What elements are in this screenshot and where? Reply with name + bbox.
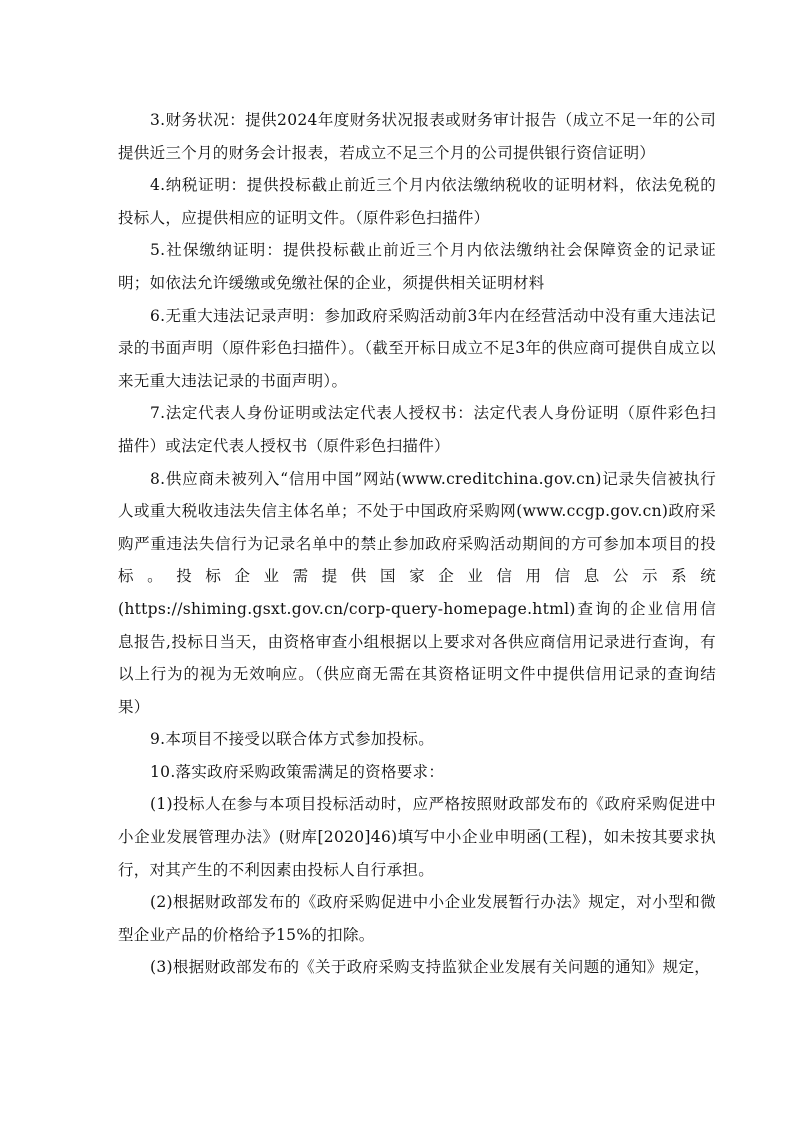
paragraph-price-deduction: (2)根据财政部发布的《政府采购促进中小企业发展暂行办法》规定，对小型和微型企业产品的价格给予15%的扣除。 [118, 893, 716, 944]
paragraph-sme-declaration: (1)投标人在参与本项目投标活动时，应严格按照财政部发布的《政府采购促进中小企业发展管理办法》(财库[2020]46)填写中小企业申明函(工程)，如未按其要求执行，对其产生的不利因素由投标人自行承担。 [118, 795, 716, 879]
paragraph-no-violation-statement: 6.无重大违法记录声明：参加政府采购活动前3年内在经营活动中没有重大违法记录的书面声明（原件彩色扫描件）。（截至开标日成立不足3年的供应商可提供自成立以来无重大违法记录的书面声明）。 [118, 306, 716, 390]
paragraph-policy-requirements: 10.落实政府采购政策需满足的资格要求： [150, 762, 445, 781]
paragraph-tax-certificate: 4.纳税证明：提供投标截止前近三个月内依法缴纳税收的证明材料，依法免税的投标人，应提供相应的证明文件。（原件彩色扫描件） [118, 176, 716, 227]
paragraph-social-security: 5.社保缴纳证明：提供投标截止前近三个月内依法缴纳社会保障资金的记录证明；如依法允许缓缴或免缴社保的企业，须提供相关证明材料 [118, 241, 716, 292]
paragraph-prison-enterprise: (3)根据财政部发布的《关于政府采购支持监狱企业发展有关问题的通知》规定， [150, 958, 711, 977]
paragraph-credit-record: 8.供应商未被列入“信用中国”网站(www.creditchina.gov.cn)记录失信被执行人或重大税收违法失信主体名单；不处于中国政府采购网(www.ccgp.gov.cn)政府采购严重违法失信行为记录名单中的禁止参加政府采购活动期间的方可参加本项目的投标。投标企业需提供国家企业信用信息公示系统(https://shiming.gsxt.gov.cn/corp-query-homepage.html)查询的企业信用信息报告,投标日当天，由资格审查小组根据以上要求对各供应商信用记录进行查询，有以上行为的视为无效响应。（供应商无需在其资格证明文件中提供信用记录的查询结果） [118, 469, 716, 716]
paragraph-financial-status: 3.财务状况：提供2024年度财务状况报表或财务审计报告（成立不足一年的公司提供近三个月的财务会计报表，若成立不足三个月的公司提供银行资信证明） [118, 111, 716, 162]
paragraph-no-consortium: 9.本项目不接受以联合体方式参加投标。 [150, 730, 434, 749]
document-body [118, 104, 716, 984]
paragraph-legal-representative: 7.法定代表人身份证明或法定代表人授权书：法定代表人身份证明（原件彩色扫描件）或法定代表人授权书（原件彩色扫描件） [118, 404, 716, 455]
